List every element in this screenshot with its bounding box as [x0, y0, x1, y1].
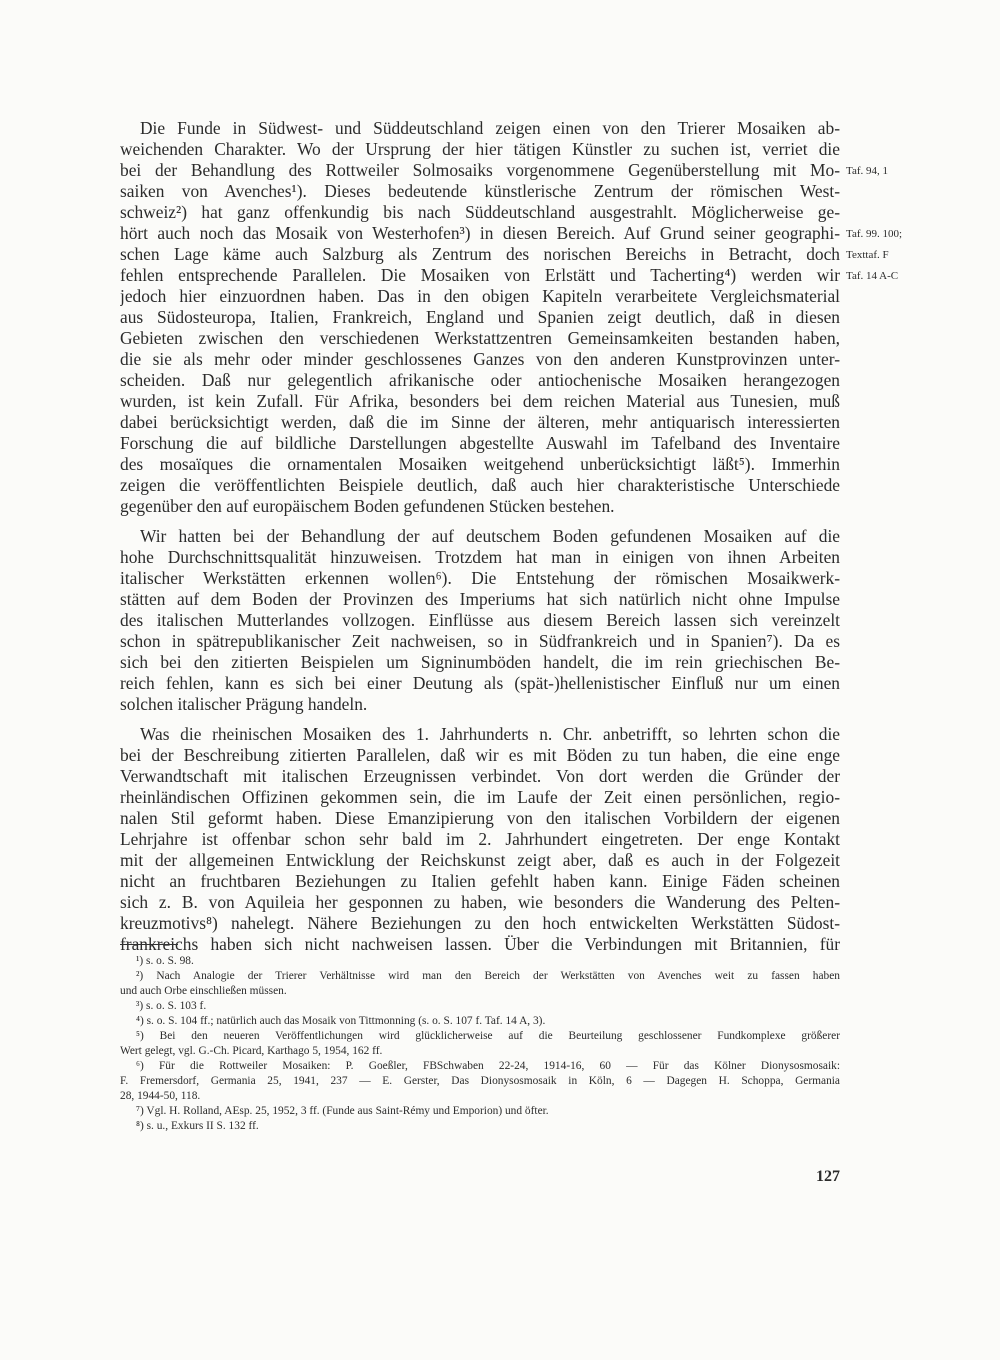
- body-line: hört auch noch das Mosaik von Westerhofen³) in diesen Bereich. Auf Grund seiner geographi-: [120, 223, 840, 243]
- body-line: jedoch hier einzuordnen haben. Das in den obigen Kapiteln verarbeitete Vergleichsmaterial: [120, 286, 840, 306]
- margin-note: Taf. 99. 100;: [846, 228, 903, 240]
- margin-note: Taf. 94, 1: [846, 165, 888, 177]
- body-line: weichenden Charakter. Wo der Ursprung der hier tätigen Künstler zu suchen ist, verriet die: [120, 139, 840, 159]
- body-line: Lehrjahre ist offenbar schon sehr bald im 2. Jahrhundert eingetreten. Der enge Kontakt: [120, 829, 840, 849]
- footnote-line: ⁶) Für die Rottweiler Mosaiken: P. Goeßler, FBSchwaben 22-24, 1914-16, 60 — Für das Kölner Dionysosmosaik:: [136, 1060, 840, 1072]
- body-line: nalen Stil geformt haben. Diese Emanzipierung von den italischen Vorbildern der eigenen: [120, 808, 840, 828]
- body-line: wurden, ist kein Zufall. Für Afrika, besonders bei dem reichen Material aus Tunesien, muß: [120, 391, 840, 411]
- body-line: Die Funde in Südwest- und Süddeutschland zeigen einen von den Trierer Mosaiken ab-: [140, 118, 840, 138]
- body-line: Was die rheinischen Mosaiken des 1. Jahrhunderts n. Chr. anbetrifft, so lehrten schon die: [140, 724, 840, 744]
- body-line: schweiz²) hat ganz offenkundig bis nach Süddeutschland ausgestrahlt. Möglicherweise ge-: [120, 202, 840, 222]
- body-line: Verwandtschaft mit italischen Erzeugnissen verbindet. Von dort werden die Gründer der: [120, 766, 840, 786]
- body-line: Gebieten zwischen den verschiedenen Werkstattzentren Gemeinsamkeiten bestanden haben,: [120, 328, 840, 348]
- footnote-line: ⁵) Bei den neueren Veröffentlichungen wird glücklicherweise auf die Beurteilung geschlossener Fundkomplexe größerer: [136, 1030, 840, 1042]
- body-line: Wir hatten bei der Behandlung der auf deutschem Boden gefundenen Mosaiken auf die: [140, 526, 840, 546]
- footnote-line: und auch Orbe einschließen müssen.: [120, 985, 287, 997]
- body-line: fehlen entsprechende Parallelen. Die Mosaiken von Erlstätt und Tacherting⁴) werden wir: [120, 265, 840, 285]
- body-line: frankreichs haben sich nicht nachweisen lassen. Über die Verbindungen mit Britannien, für: [120, 934, 840, 954]
- body-line: hohe Durchschnittsqualität hinzuweisen. Trotzdem hat man in einigen von ihnen Arbeiten: [120, 547, 840, 567]
- footnote-line: ⁴) s. o. S. 104 ff.; natürlich auch das Mosaik von Tittmonning (s. o. S. 107 f. Taf. 14 A, 3).: [136, 1015, 546, 1027]
- footnote-line: ¹) s. o. S. 98.: [136, 955, 194, 967]
- footnote-line: F. Fremersdorf, Germania 25, 1941, 237 — E. Gerster, Das Dionysosmosaik in Köln, 6 — Dagegen H. Schoppa, Germania: [120, 1075, 840, 1087]
- footnote-separator: [120, 944, 178, 945]
- margin-note: Taf. 14 A-C: [846, 270, 899, 282]
- body-line: bei der Beschreibung zitierten Parallelen, daß wir es mit Böden zu tun haben, die eine enge: [120, 745, 840, 765]
- body-line: solchen italischer Prägung handeln.: [120, 694, 368, 714]
- body-line: des mosaïques die ornamentalen Mosaiken weitgehend unberücksichtigt läßt⁵). Immerhin: [120, 454, 840, 474]
- body-line: gegenüber den auf europäischem Boden gefundenen Stücken bestehen.: [120, 496, 615, 516]
- body-line: die sie als mehr oder minder geschlossenes Ganzes von den anderen Kunstprovinzen unter-: [120, 349, 840, 369]
- body-line: saiken von Avenches¹). Dieses bedeutende künstlerische Zentrum der römischen West-: [120, 181, 840, 201]
- page-number: 127: [816, 1168, 840, 1185]
- body-line: rheinländischen Offizinen gekommen sein, die im Laufe der Zeit einen persönlichen, regio-: [120, 787, 840, 807]
- body-line: sich z. B. von Aquileia her gesponnen zu haben, wie besonders die Wanderung des Pelten-: [120, 892, 840, 912]
- footnote-line: ³) s. o. S. 103 f.: [136, 1000, 207, 1012]
- body-line: reich fehlen, kann es sich bei einer Deutung als (spät-)hellenistischer Einfluß nur um einen: [120, 673, 840, 693]
- body-line: sich bei den zitierten Beispielen um Signinumböden handelt, die im rein griechischen Be-: [120, 652, 840, 672]
- body-line: schon in spätrepublikanischer Zeit nachweisen, so in Südfrankreich und in Spanien⁷). Da es: [120, 631, 840, 651]
- body-line: Forschung die auf bildliche Darstellungen abgestellte Auswahl im Tafelband des Inventaire: [120, 433, 840, 453]
- margin-note: Texttaf. F: [846, 249, 889, 261]
- body-line: nicht an fruchtbaren Beziehungen zu Italien gefehlt haben kann. Einige Fäden scheinen: [120, 871, 840, 891]
- body-line: scheiden. Daß nur gelegentlich afrikanische oder antiochenische Mosaiken herangezogen: [120, 370, 840, 390]
- body-line: kreuzmotivs⁸) nahelegt. Nähere Beziehungen zu den hoch entwickelten Werkstätten Südost-: [120, 913, 840, 933]
- footnote-line: 28, 1944-50, 118.: [120, 1090, 201, 1102]
- body-line: stätten auf dem Boden der Provinzen des Imperiums hat sich natürlich nicht ohne Impulse: [120, 589, 840, 609]
- body-line: dabei berücksichtigt werden, daß die im Sinne der älteren, mehr antiquarisch interessierten: [120, 412, 840, 432]
- body-line: italischer Werkstätten erkennen wollen⁶). Die Entstehung der römischen Mosaikwerk-: [120, 568, 840, 588]
- footnote-line: ⁸) s. u., Exkurs II S. 132 ff.: [136, 1120, 259, 1132]
- body-line: aus Südosteuropa, Italien, Frankreich, England und Spanien zeigt deutlich, daß in diesen: [120, 307, 840, 327]
- body-line: mit der allgemeinen Entwicklung der Reichskunst zeigt aber, daß es auch in der Folgezeit: [120, 850, 840, 870]
- body-line: zeigen die veröffentlichten Beispiele deutlich, daß auch hier charakteristische Unterschiede: [120, 475, 840, 495]
- body-line: bei der Behandlung des Rottweiler Solmosaiks vorgenommene Gegenüberstellung mit Mo-: [120, 160, 840, 180]
- footnote-line: ²) Nach Analogie der Trierer Verhältnisse wird man den Bereich der Werkstätten von Avenches weit zu fassen haben: [136, 970, 840, 982]
- body-line: des italischen Mutterlandes vollzogen. Einflüsse aus diesem Bereich lassen sich vereinzelt: [120, 610, 840, 630]
- body-line: schen Lage käme auch Salzburg als Zentrum des norischen Bereichs in Betracht, doch: [120, 244, 840, 264]
- footnote-line: Wert gelegt, vgl. G.-Ch. Picard, Karthago 5, 1954, 162 ff.: [120, 1045, 383, 1057]
- footnote-line: ⁷) Vgl. H. Rolland, AEsp. 25, 1952, 3 ff. (Funde aus Saint-Rémy und Emporion) und öfter.: [136, 1105, 549, 1117]
